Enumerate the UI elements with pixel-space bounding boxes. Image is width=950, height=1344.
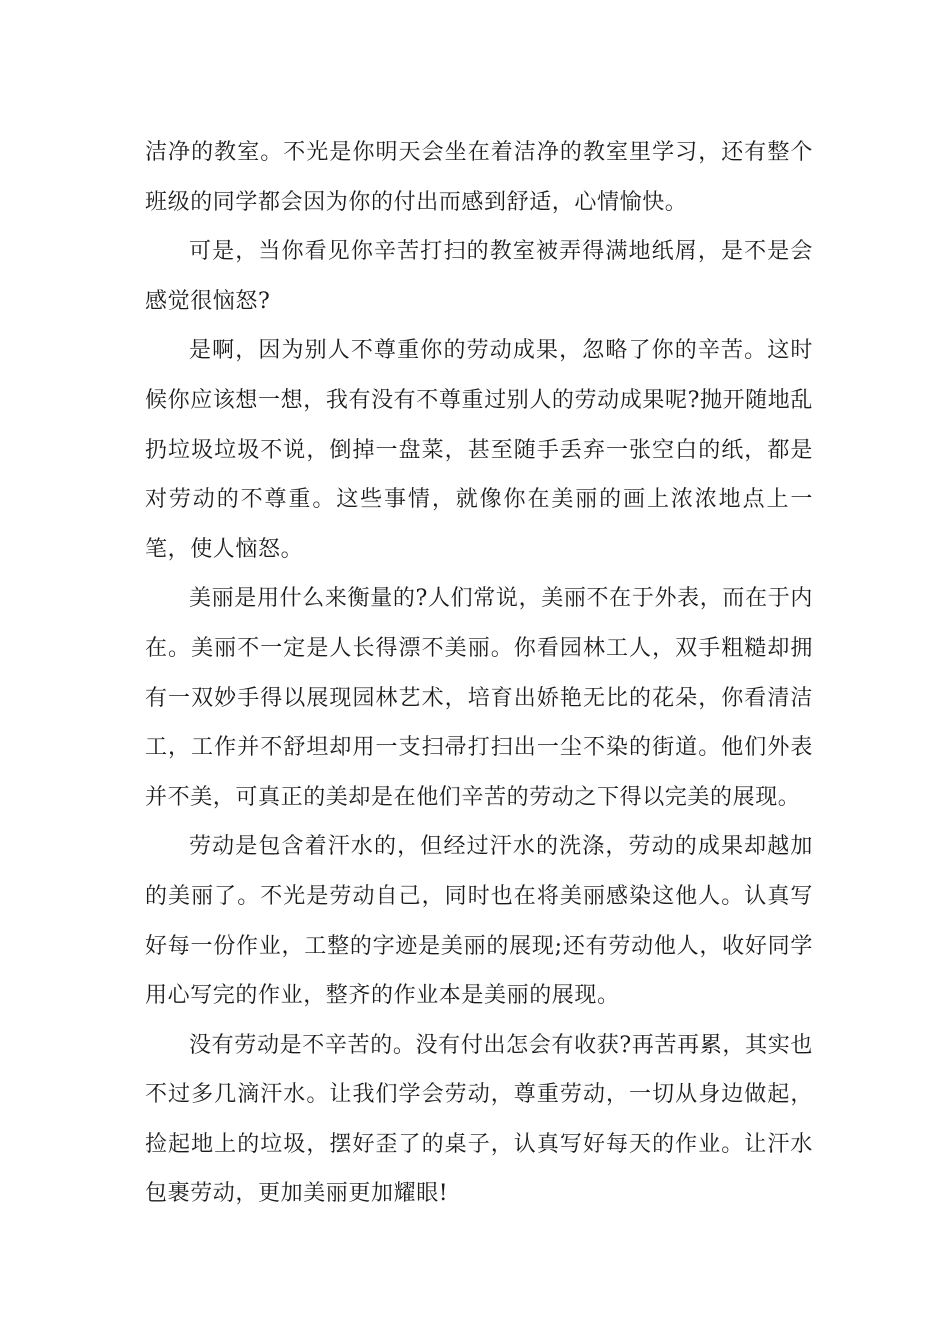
document-body (145, 128, 813, 1219)
paragraph: 没有劳动是不辛苦的。没有付出怎会有收获?再苦再累，其实也不过多几滴汗水。让我们学会劳动，尊重劳动，一切从身边做起，捡起地上的垃圾，摆好歪了的桌子，认真写好每天的作业。让汗水包裹劳动，更加美丽更加耀眼! (145, 1032, 813, 1207)
paragraph: 可是，当你看见你辛苦打扫的教室被弄得满地纸屑，是不是会感觉很恼怒? (145, 239, 813, 314)
paragraph: 劳动是包含着汗水的，但经过汗水的洗涤，劳动的成果却越加的美丽了。不光是劳动自己，同时也在将美丽感染这他人。认真写好每一份作业，工整的字迹是美丽的展现;还有劳动他人，收好同学用心写完的作业，整齐的作业本是美丽的展现。 (145, 834, 813, 1009)
paragraph: 美丽是用什么来衡量的?人们常说，美丽不在于外表，而在于内在。美丽不一定是人长得漂不美丽。你看园林工人，双手粗糙却拥有一双妙手得以展现园林艺术，培育出娇艳无比的花朵，你看清洁工，工作并不舒坦却用一支扫帚打扫出一尘不染的街道。他们外表并不美，可真正的美却是在他们辛苦的劳动之下得以完美的展现。 (145, 586, 813, 810)
paragraph-continuation: 洁净的教室。不光是你明天会坐在着洁净的教室里学习，还有整个班级的同学都会因为你的付出而感到舒适，心情愉快。 (145, 140, 813, 215)
paragraph: 是啊，因为别人不尊重你的劳动成果，忽略了你的辛苦。这时候你应该想一想，我有没有不尊重过别人的劳动成果呢?抛开随地乱扔垃圾垃圾不说，倒掉一盘菜，甚至随手丢弃一张空白的纸，都是对劳动的不尊重。这些事情，就像你在美丽的画上浓浓地点上一笔，使人恼怒。 (145, 338, 813, 562)
